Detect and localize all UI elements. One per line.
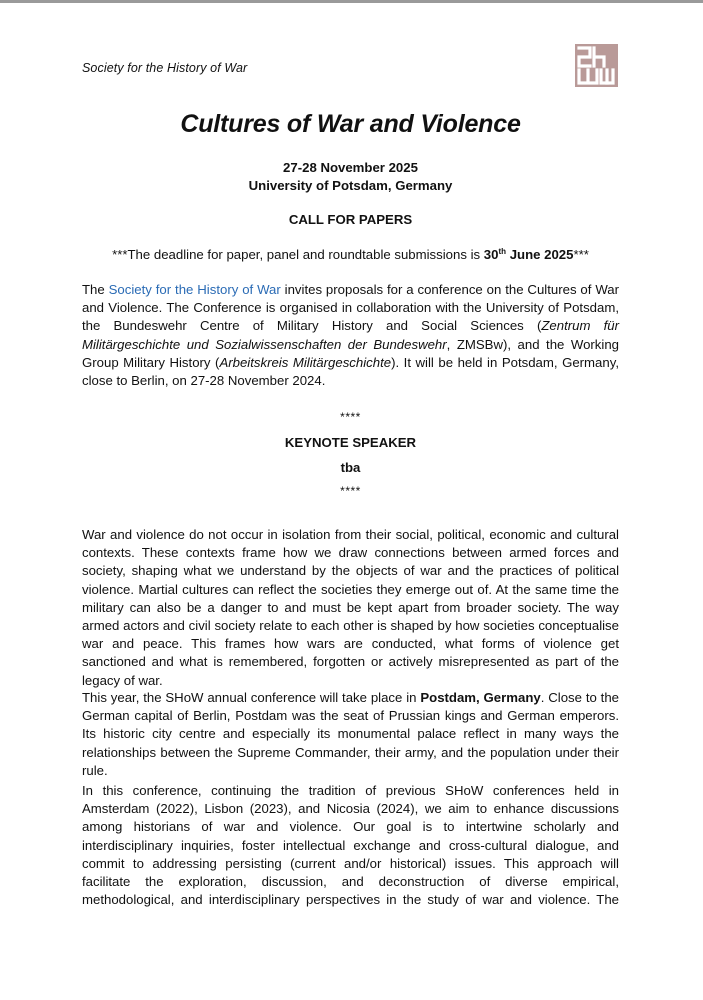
show-website-link[interactable]: Society for the History of War	[108, 282, 281, 297]
top-border	[0, 0, 703, 3]
keynote-speaker: tba	[340, 460, 361, 475]
separator-stars-top: ****	[340, 410, 361, 424]
event-dates: 27-28 November 2025	[283, 160, 418, 175]
location-paragraph: This year, the SHoW annual conference will take place in Postdam, Germany. Close to the German capital of Berlin, Postdam was the seat of Prussian kings and German emperors. Its historic city centre and especially its monumental palace reflect in many ways the relationships between the Supreme Commander, their army, and the population under their rule.	[82, 690, 619, 778]
call-for-papers-heading: CALL FOR PAPERS	[288, 212, 413, 227]
intro-paragraph: The Society for the History of War invites proposals for a conference on the Cultures of War and Violence. The Conference is organised in collaboration with the University of Potsdam, the Bundeswehr Centre of Military History and Social Sciences (Zentrum für Militärgeschichte und Sozialwissenschaften der Bundeswehr, ZMSBw), and the Working Group Military History (Arbeitskreis Militärgeschichte). It will be held in Potsdam, Germany, close to Berlin, on 27-28 November 2024.	[82, 282, 619, 389]
context-paragraph: War and violence do not occur in isolation from their social, political, economic and cultural contexts. These contexts frame how we draw connections between armed forces and society, shaping what we understand by the objects of war and the practices of political violence. Martial cultures can reflect the societies they emerge out of. At the same time the military can also be a danger to and must be kept apart from broader society. The way armed actors and civil society relate to each other is shaped by how societies conceptualise war and peace. This frames how wars are conducted, what forms of violence get sanctioned and what is remembered, forgotten or actively misrepresented as part of the legacy of war.	[82, 527, 619, 688]
separator-stars-bottom: ****	[340, 484, 361, 498]
document-title: Cultures of War and Violence	[180, 110, 521, 138]
show-logo	[575, 44, 618, 87]
keynote-heading: KEYNOTE SPEAKER	[284, 435, 417, 450]
aims-paragraph: In this conference, continuing the tradition of previous SHoW conferences held in Amsterdam (2022), Lisbon (2023), and Nicosia (2024), we aim to enhance discussions among historians of war and violence. Our goal is to intertwine scholarly and interdisciplinary inquiries, foster intellectual exchange and cross-cultural dialogue, and commit to addressing persisting (current and/or historical) issues. This approach will facilitate the exploration, discussion, and deconstruction of diverse empirical, methodological, and interdisciplinary perspectives in the study of war and violence. The	[82, 783, 619, 908]
deadline-notice: ***The deadline for paper, panel and roundtable submissions is 30th June 2025***	[112, 247, 589, 262]
event-venue: University of Potsdam, Germany	[248, 178, 453, 193]
organization-header: Society for the History of War	[82, 61, 248, 75]
